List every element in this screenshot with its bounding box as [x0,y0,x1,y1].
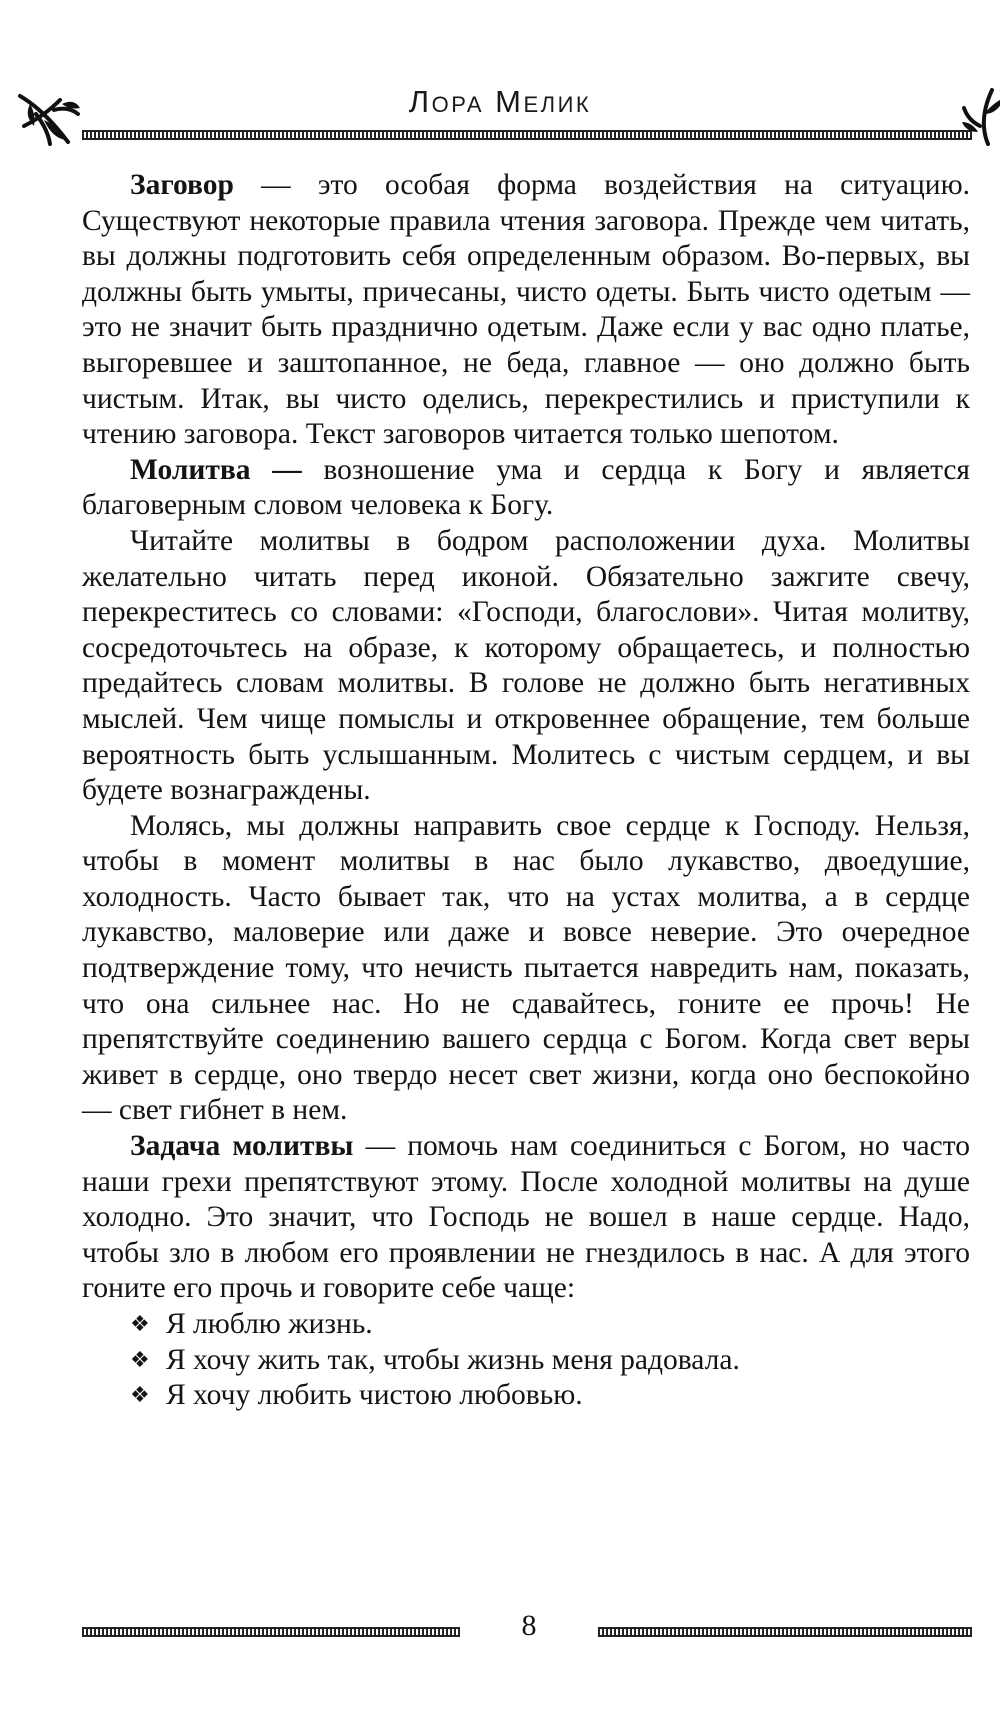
list-item [82,1307,970,1343]
list-item [82,1343,970,1379]
paragraph-text: Молясь, мы должны направить свое сердце к Господу. Нельзя, чтобы в момент молитвы в нас было лукавство, двоедушие, холодность. Часто бывает так, что на устах молитва, а в сердце лукавство, маловерие или даже и вовсе неверие. Это очередное подтверждение тому, что нечисть пытается навредить нам, показать, что она сильнее нас. Но не сдавайтесь, гоните ее прочь! Не препятствуйте соединению вашего сердца с Богом. Когда свет веры живет в сердце, оно твердо несет свет жизни, когда оно беспокойно — свет гибнет в нем. [82,809,970,1127]
paragraph-zagovor [82,168,970,453]
list-item-text: Я люблю жизнь. [166,1308,373,1340]
paragraph-text: — помочь нам соединиться с Богом, но часто наши грехи препятствуют этому. После холодной молитвы на душе холодно. Это значит, что Господь не вошел в наше сердце. Надо, чтобы зло в любом его проявлении не гнездилось в нас. А для этого гоните его прочь и говорите себе чаще: [82,1130,970,1305]
paragraph-text: — это особая форма воздействия на ситуацию. Существуют некоторые правила чтения заговора. Прежде чем читать, вы должны подготовить себя определенным образом. Во-первых, вы должны быть умыты, причесаны, чисто одеты. Быть чисто одетым — это не значит быть празднично одетым. Даже если у вас одно платье, выгоревшее и заштопанное, не беда, главное — оно должно быть чистым. Итак, вы чисто оделись, перекрестились и приступили к чтению заговора. Текст заговоров читается только шепотом. [82,169,970,451]
paragraph-molitva [82,453,970,524]
term-zagovor: Заговор [130,169,234,201]
page-footer [0,1605,1000,1655]
term-molitva: Молитва — [130,453,302,486]
diamond-bullet-icon: ❖ [130,1347,150,1373]
page-header [0,70,1000,150]
flourish-ornament-icon [958,80,1000,152]
paragraph-heart-to-god [82,809,970,1129]
list-item-text: Я хочу жить так, чтобы жизнь меня радовала. [166,1343,740,1376]
running-title: Лора Мелик [408,84,592,119]
diamond-bullet-icon: ❖ [130,1383,150,1409]
list-item-text: Я хочу любить чистою любовью. [166,1379,583,1412]
page-number: 8 [521,1609,537,1642]
list-item [82,1378,970,1414]
affirmations-list [82,1307,970,1414]
paragraph-reading-prayers [82,524,970,809]
term-prayer-task: Задача молитвы [130,1130,354,1163]
paragraph-text: возношение ума и сердца к Богу и является благоверным словом человека к Богу. [82,453,970,522]
header-rule [82,130,972,140]
footer-rule-right [598,1627,972,1637]
diamond-bullet-icon: ❖ [130,1312,150,1337]
footer-rule-left [82,1627,460,1637]
paragraph-text: Читайте молитвы в бодром расположении духа. Молитвы желательно читать перед иконой. Обязательно зажгите свечу, перекреститесь со словами: «Господи, благослови». Читая молитву, сосредоточьтесь на образе, к которому обращаетесь, и полностью предайтесь словам молитвы. В голове не должно быть негативных мыслей. Чем чище помыслы и откровеннее обращение, тем больше вероятность быть услышанным. Молитесь с чистым сердцем, и вы будете вознаграждены. [82,524,970,807]
paragraph-prayer-task [82,1129,970,1307]
page-body [82,168,970,1414]
